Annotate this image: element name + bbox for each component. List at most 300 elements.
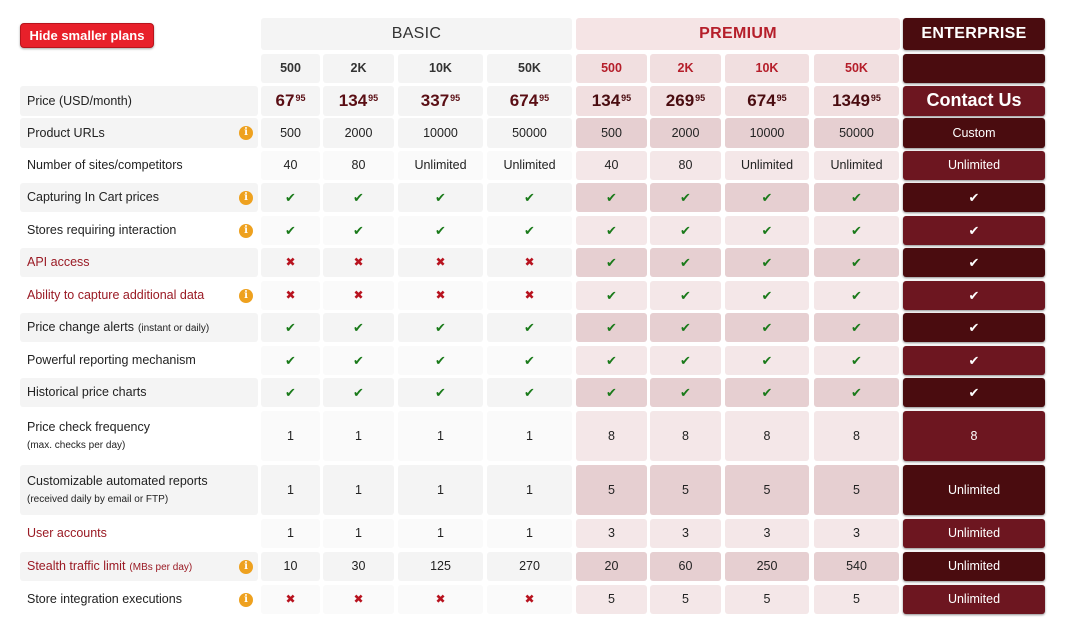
feature-label-text [27, 420, 150, 452]
check-icon: ✔ [851, 254, 862, 270]
check-icon: ✔ [606, 222, 617, 238]
plan-cell [398, 585, 483, 614]
enterprise-value: Unlimited [947, 526, 1001, 540]
enterprise-value: Custom [952, 125, 996, 140]
feature-label-line [27, 474, 208, 489]
plan-cell [323, 118, 394, 148]
check-icon: ✔ [680, 352, 691, 368]
check-icon: ✔ [435, 222, 446, 238]
check-icon: ✔ [968, 222, 980, 238]
plan-cell [398, 118, 483, 148]
plan-value: 40 [604, 158, 619, 172]
group-header-premium: PREMIUM [576, 18, 900, 50]
plan-cell [576, 378, 647, 407]
feature-label: Capturing In Cart prices [27, 190, 160, 204]
plan-cell [261, 519, 320, 548]
plan-value: 5 [682, 592, 689, 606]
plan-value: 8 [682, 428, 689, 443]
feature-label: Stealth traffic limit [27, 559, 126, 573]
plan-cell [725, 281, 809, 310]
plan-cell [487, 411, 572, 461]
info-icon[interactable]: i [239, 224, 253, 238]
plan-cell [261, 465, 320, 515]
plan-value: 1 [526, 428, 533, 443]
feature-label-text [27, 255, 90, 270]
plan-cell [725, 519, 809, 548]
enterprise-cell [903, 118, 1045, 148]
plan-cell [487, 552, 572, 581]
plan-cell [398, 281, 483, 310]
feature-label-text [27, 190, 159, 205]
enterprise-cell [903, 346, 1045, 375]
feature-label-row [20, 378, 258, 407]
cross-icon: ✖ [285, 592, 296, 607]
check-icon: ✔ [851, 319, 862, 335]
plan-value: 1 [355, 428, 362, 443]
tier-header[interactable]: 2K [323, 54, 394, 83]
plan-cell [487, 465, 572, 515]
feature-label-text [27, 559, 192, 574]
plan-cell [576, 151, 647, 180]
plan-cell [650, 552, 721, 581]
plan-cell [725, 346, 809, 375]
check-icon: ✔ [285, 222, 296, 238]
plan-value: 8 [608, 428, 615, 443]
feature-label-line [27, 420, 150, 435]
check-icon: ✔ [524, 319, 535, 335]
price-cents: 95 [695, 92, 706, 103]
check-icon: ✔ [435, 352, 446, 368]
plan-cell [650, 216, 721, 245]
plan-value: 10 [283, 559, 298, 573]
plan-value: 1 [287, 428, 294, 443]
plan-cell [725, 151, 809, 180]
cross-icon: ✖ [285, 288, 296, 303]
plan-cell [576, 465, 647, 515]
check-icon: ✔ [680, 319, 691, 335]
feature-label-line [27, 320, 209, 335]
plan-value: 80 [678, 158, 693, 172]
enterprise-cell [903, 151, 1045, 180]
plan-value: 1 [287, 526, 294, 540]
cross-icon: ✖ [353, 592, 364, 607]
plan-cell [398, 378, 483, 407]
tier-header[interactable]: 10K [398, 54, 483, 83]
plan-value: 1 [437, 428, 444, 443]
plan-cell [650, 519, 721, 548]
check-icon: ✔ [680, 189, 691, 205]
feature-label-row [20, 411, 258, 461]
plan-value: 1 [287, 482, 294, 497]
feature-label-text [27, 94, 132, 109]
feature-label-line [27, 526, 107, 541]
enterprise-value: Unlimited [947, 482, 1001, 497]
feature-label: Stores requiring interaction [27, 223, 177, 237]
plan-cell [261, 313, 320, 342]
check-icon: ✔ [524, 189, 535, 205]
plan-value: 3 [763, 526, 771, 540]
plan-value: 1 [526, 526, 533, 540]
group-header-basic: BASIC [261, 18, 572, 50]
plan-value: 5 [608, 592, 615, 606]
check-icon: ✔ [968, 384, 980, 400]
feature-label-text [27, 385, 146, 400]
plan-cell [261, 281, 320, 310]
check-icon: ✔ [680, 222, 691, 238]
plan-cell [261, 248, 320, 277]
plan-value: 8 [763, 428, 771, 443]
feature-label-line [27, 255, 90, 270]
feature-label: Price change alerts [27, 320, 135, 334]
enterprise-cell [903, 248, 1045, 277]
price-cents: 95 [450, 92, 461, 103]
plan-value: 80 [351, 158, 366, 172]
plan-value: Unlimited [414, 158, 467, 172]
plan-cell [650, 313, 721, 342]
check-icon: ✔ [435, 384, 446, 400]
check-icon: ✔ [761, 384, 773, 400]
plan-value: 125 [430, 559, 451, 573]
feature-label: Number of sites/competitors [27, 158, 183, 172]
plan-cell [261, 183, 320, 212]
enterprise-cell [903, 411, 1045, 461]
enterprise-value: Unlimited [947, 592, 1001, 606]
cross-icon: ✖ [353, 288, 364, 303]
plan-cell [814, 585, 899, 614]
feature-label-row [20, 465, 258, 515]
plan-value: 500 [280, 125, 301, 140]
plan-value: 50000 [839, 125, 874, 140]
plan-value: 5 [763, 592, 771, 606]
plan-value: 1 [355, 526, 362, 540]
plan-cell [650, 411, 721, 461]
feature-label: Ability to capture additional data [27, 288, 205, 302]
plan-cell [398, 346, 483, 375]
check-icon: ✔ [606, 254, 617, 270]
check-icon: ✔ [353, 384, 364, 400]
plan-value: 5 [853, 592, 860, 606]
plan-cell [487, 346, 572, 375]
check-icon: ✔ [524, 222, 535, 238]
tier-header[interactable]: 50K [487, 54, 572, 83]
check-icon: ✔ [606, 384, 617, 400]
info-icon[interactable]: i [239, 593, 253, 607]
plan-cell [487, 183, 572, 212]
plan-cell [814, 118, 899, 148]
check-icon: ✔ [680, 287, 691, 303]
cross-icon: ✖ [285, 255, 296, 270]
plan-value: 1 [437, 482, 444, 497]
group-header-enterprise: ENTERPRISE [903, 18, 1045, 50]
plan-cell [323, 151, 394, 180]
feature-label-note: (MBs per day) [129, 562, 193, 573]
feature-label-row [20, 216, 258, 245]
price-cents: 95 [621, 92, 632, 103]
plan-cell [323, 86, 394, 116]
enterprise-cell [903, 465, 1045, 515]
feature-label-row [20, 183, 258, 212]
plan-cell [650, 183, 721, 212]
plan-cell [576, 86, 647, 116]
feature-label-line [27, 190, 159, 205]
plan-cell [323, 519, 394, 548]
plan-cell [261, 411, 320, 461]
plan-value: 2000 [671, 125, 700, 140]
plan-value: 3 [853, 526, 860, 540]
check-icon: ✔ [851, 384, 862, 400]
plan-value: 5 [763, 482, 771, 497]
price-cents: 95 [368, 92, 379, 103]
price-amount: 269 [665, 90, 695, 110]
info-icon[interactable]: i [239, 126, 253, 140]
plan-cell [261, 346, 320, 375]
feature-label-text [27, 158, 183, 173]
plan-cell [814, 378, 899, 407]
check-icon: ✔ [968, 287, 980, 303]
enterprise-cell [903, 313, 1045, 342]
feature-label-line [27, 385, 146, 400]
feature-label-text [27, 474, 208, 506]
check-icon: ✔ [606, 352, 617, 368]
enterprise-cell [903, 183, 1045, 212]
feature-label: API access [27, 255, 90, 269]
plan-cell [650, 248, 721, 277]
feature-label-row [20, 86, 258, 116]
plan-cell [814, 86, 899, 116]
plan-value: 10000 [749, 125, 785, 140]
plan-cell [576, 183, 647, 212]
plan-value: 1 [526, 482, 533, 497]
feature-label-row [20, 118, 258, 148]
plan-cell [650, 86, 721, 116]
feature-label: Historical price charts [27, 385, 147, 399]
check-icon: ✔ [606, 319, 617, 335]
plan-cell [487, 216, 572, 245]
check-icon: ✔ [761, 222, 773, 238]
check-icon: ✔ [851, 287, 862, 303]
plan-value: Unlimited [830, 158, 883, 172]
feature-label-row [20, 519, 258, 548]
plan-cell [725, 411, 809, 461]
check-icon: ✔ [435, 189, 446, 205]
info-icon[interactable]: i [239, 191, 253, 205]
feature-label: Store integration executions [27, 592, 182, 606]
plan-cell [323, 585, 394, 614]
plan-cell [261, 552, 320, 581]
plan-cell [725, 465, 809, 515]
plan-value: 1 [355, 482, 362, 497]
price-amount: 67 [275, 90, 295, 110]
plan-value: 5 [682, 482, 689, 497]
plan-value: 50000 [512, 125, 547, 140]
plan-cell [814, 216, 899, 245]
plan-value: 60 [678, 559, 693, 573]
plan-cell [323, 248, 394, 277]
contact-us-button[interactable] [903, 86, 1045, 116]
enterprise-cell [903, 585, 1045, 614]
check-icon: ✔ [761, 189, 773, 205]
enterprise-value: Unlimited [947, 158, 1001, 172]
feature-label-row [20, 346, 258, 375]
plan-value: Unlimited [740, 158, 794, 172]
plan-cell [814, 183, 899, 212]
plan-value: Unlimited [503, 158, 556, 172]
plan-cell [650, 346, 721, 375]
plan-cell [576, 552, 647, 581]
feature-label-line [27, 288, 204, 303]
feature-label-row [20, 585, 258, 614]
plan-cell [814, 151, 899, 180]
plan-cell [725, 248, 809, 277]
cross-icon: ✖ [524, 592, 535, 607]
plan-value: 540 [846, 559, 867, 573]
feature-label-text [27, 320, 209, 335]
tier-header[interactable]: 50K [814, 54, 899, 83]
check-icon: ✔ [353, 222, 364, 238]
check-icon: ✔ [680, 384, 691, 400]
plan-cell [323, 346, 394, 375]
plan-value: 40 [283, 158, 298, 172]
plan-cell [398, 183, 483, 212]
plan-cell [576, 346, 647, 375]
tier-header[interactable]: 500 [261, 54, 320, 83]
enterprise-cell [903, 281, 1045, 310]
plan-cell [323, 411, 394, 461]
plan-cell [487, 86, 572, 116]
plan-cell [814, 281, 899, 310]
check-icon: ✔ [968, 319, 980, 335]
enterprise-value: Unlimited [947, 559, 1001, 573]
plan-cell [323, 216, 394, 245]
enterprise-cell [903, 519, 1045, 548]
cross-icon: ✖ [524, 288, 535, 303]
plan-cell [398, 411, 483, 461]
price-amount: 337 [420, 90, 450, 110]
plan-cell [398, 216, 483, 245]
plan-cell [261, 216, 320, 245]
enterprise-tier-header[interactable] [903, 54, 1045, 83]
check-icon: ✔ [353, 319, 364, 335]
feature-label-line [27, 223, 176, 238]
feature-label: Powerful reporting mechanism [27, 353, 196, 367]
plan-cell [487, 118, 572, 148]
check-icon: ✔ [761, 319, 773, 335]
cross-icon: ✖ [435, 592, 446, 607]
plan-value: 30 [351, 559, 366, 573]
check-icon: ✔ [353, 189, 364, 205]
check-icon: ✔ [968, 189, 980, 205]
enterprise-cell [903, 216, 1045, 245]
check-icon: ✔ [968, 352, 980, 368]
plan-cell [487, 281, 572, 310]
plan-cell [576, 281, 647, 310]
price-cents: 95 [870, 92, 881, 103]
feature-label-text [27, 288, 204, 303]
plan-cell [487, 378, 572, 407]
enterprise-value: 8 [970, 428, 978, 443]
tier-header[interactable]: 10K [725, 54, 809, 83]
plan-cell [323, 313, 394, 342]
plan-cell [725, 118, 809, 148]
plan-cell [814, 248, 899, 277]
plan-value: 250 [756, 559, 778, 573]
feature-label-note: (instant or daily) [138, 323, 210, 334]
plan-cell [323, 552, 394, 581]
tier-header[interactable]: 2K [650, 54, 721, 83]
tier-header[interactable]: 500 [576, 54, 647, 83]
plan-cell [398, 151, 483, 180]
plan-cell [814, 465, 899, 515]
plan-cell [398, 552, 483, 581]
check-icon: ✔ [761, 254, 773, 270]
check-icon: ✔ [285, 384, 296, 400]
feature-label-note: (max. checks per day) [27, 440, 126, 451]
plan-value: 10000 [423, 125, 458, 140]
plan-cell [814, 346, 899, 375]
plan-value: 500 [601, 125, 622, 140]
check-icon: ✔ [285, 319, 296, 335]
feature-label-line [27, 94, 132, 109]
plan-cell [814, 411, 899, 461]
info-icon[interactable]: i [239, 289, 253, 303]
feature-label: Product URLs [27, 125, 105, 140]
hide-smaller-plans-button[interactable]: Hide smaller plans [20, 23, 154, 48]
feature-label-line [27, 353, 196, 368]
info-icon[interactable]: i [239, 560, 253, 574]
plan-cell [323, 465, 394, 515]
check-icon: ✔ [680, 254, 691, 270]
plan-cell [814, 519, 899, 548]
feature-label-row [20, 281, 258, 310]
check-icon: ✔ [435, 319, 446, 335]
plan-cell [650, 585, 721, 614]
plan-cell [814, 313, 899, 342]
check-icon: ✔ [285, 352, 296, 368]
plan-cell [650, 118, 721, 148]
plan-cell [576, 519, 647, 548]
plan-cell [398, 519, 483, 548]
price-cents: 95 [776, 92, 787, 103]
plan-cell [725, 552, 809, 581]
plan-cell [576, 411, 647, 461]
plan-value: 5 [853, 482, 860, 497]
enterprise-cell [903, 378, 1045, 407]
plan-cell [487, 151, 572, 180]
plan-cell [487, 313, 572, 342]
plan-cell [650, 281, 721, 310]
plan-cell [398, 313, 483, 342]
plan-cell [576, 313, 647, 342]
plan-cell [261, 151, 320, 180]
feature-label-row [20, 313, 258, 342]
plan-value: 270 [519, 559, 540, 573]
price-amount: 1349 [832, 90, 870, 110]
feature-label-line [27, 158, 183, 173]
contact-us-label: Contact Us [926, 90, 1022, 111]
plan-cell [398, 248, 483, 277]
feature-label-line [27, 126, 105, 141]
plan-cell [650, 378, 721, 407]
feature-label-text [27, 353, 196, 368]
plan-value: 3 [608, 526, 615, 540]
plan-cell [576, 585, 647, 614]
check-icon: ✔ [524, 352, 535, 368]
plan-value: 8 [853, 428, 860, 443]
feature-label-line [27, 559, 192, 574]
check-icon: ✔ [851, 222, 862, 238]
price-amount: 134 [338, 90, 368, 110]
plan-cell [725, 378, 809, 407]
